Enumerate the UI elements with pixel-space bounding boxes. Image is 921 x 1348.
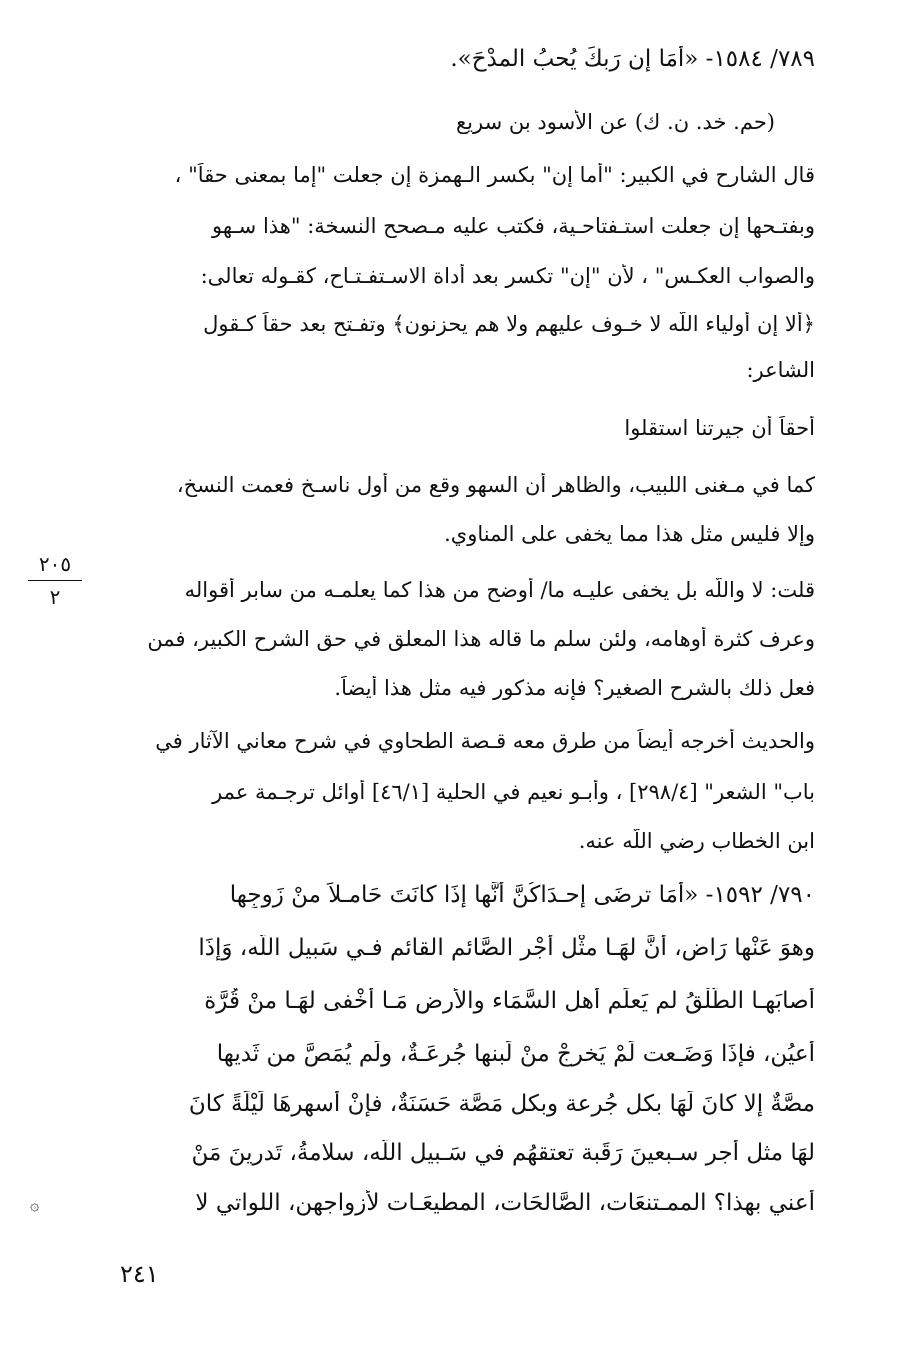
hadith-line: أعيُن، فإِذَا وَضَـعت لَمْ يَخرجْ منْ لَبنها جُرعَـةٌ، ولَم يُمَصَّ من ثَديها <box>216 1041 815 1067</box>
body-line: قلت: لا واللَّه بل يخفى عليـه ما/ أوضح من هذا كما يعلمـه من سابر أقواله <box>184 578 815 602</box>
body-line: وإلا فليس مثل هذا مما يخفى على المناوي. <box>444 522 815 546</box>
hadith-heading: ٧٨٩/ ١٥٨٤- «أَمَا إن رَبكَ يُحبُ المدْحَ». <box>450 46 815 72</box>
verse-line: أحقاً أن جيرتنا استقلوا <box>624 416 815 440</box>
body-line: ﴿ألا إن أولياء اللَّه لا خـوف عليهم ولا هم يحزنون﴾ وتفـتح بعد حقاً كـقول <box>203 312 815 336</box>
source-line: (حم. خد. ن. ك) عن الأسود بن سريع <box>456 110 775 134</box>
page-number: ٢٤١ <box>120 1260 159 1288</box>
hadith-line: لهَا مثل أجرِ سـبعينَ رَقَبة تعتقهُم في سَـبيل اللَّه، سلامةُ، تَدرينَ مَنْ <box>191 1140 815 1166</box>
hadith-line: أعني بهذا؟ الممـتنعَات، الصَّالحَات، المطيعَـات لأزواجهن، اللواتي لا <box>195 1190 815 1216</box>
body-line: كما في مـغنى اللبيب، والظاهر أن السهو وقع من أول ناسـخ فعمت النسخ، <box>176 473 815 497</box>
hadith-line: وهوَ عَنْها رَاض، أنَّ لهَـا مثْل أجْر الصَّائم القائم فـي سَبيل اللَّه، وَإِذَا <box>198 935 815 961</box>
body-line: باب" الشعر" [٢٩٨/٤] ، وأبـو نعيم في الحلية [٤٦/١] أوائل ترجـمة عمر <box>212 780 815 804</box>
body-line: وبفتـحها إن جعلت استـفتاحـية، فكتب عليه مـصحح النسخة: "هذا سـهو <box>212 214 815 238</box>
body-line: الشاعر: <box>746 358 815 382</box>
text-column <box>100 0 815 1250</box>
hadith-line: مصَّةٌ إلا كانَ لَهَا بكل جُرعة وبكل مَصَّة حَسَنَةٌ، فإنْ أسهرهَا لَيْلَةً كانَ <box>188 1091 815 1117</box>
margin-reference <box>28 552 82 609</box>
body-line: قال الشارح في الكبير: "أما إن" بكسر الـهمزة إن جعلت "إما بمعنى حقاً" ، <box>174 163 815 187</box>
body-line: فعل ذلك بالشرح الصغير؟ فإنه مذكور فيه مثل هذا أيضاً. <box>334 676 815 700</box>
margin-ref-part: ٢ <box>49 585 61 609</box>
margin-ref-volume: ٢٠٥ <box>28 552 82 581</box>
body-line: ابن الخطاب رضي اللَّه عنه. <box>578 829 815 853</box>
body-line: وعرف كثرة أوهامه، ولئن سلم ما قاله هذا المعلق في حق الشرح الكبير، فمن <box>147 627 815 651</box>
body-line: والحديث أخرجه أيضاً من طرق معه قـصة الطحاوي في شرح معاني الآثار في <box>155 729 815 753</box>
hadith-heading: ٧٩٠/ ١٥٩٢- «أَمَا ترضَى إحـدَاكُنَّ أنَّها إذَا كانَتَ حَامـلاً منْ زَوجِها <box>229 882 815 908</box>
body-line: والصواب العكـس" ، لأن "إن" تكسر بعد أداة الاسـتفـتـاح، كقـوله تعالى: <box>200 264 815 288</box>
ornament-icon: ۞ <box>30 1195 40 1214</box>
hadith-line: أصابَهـا الطَّلْقُ لم يَعلَم أهل السَّمَاء والأرض مَـا أُخْفى لهَـا منْ قُرَّة <box>204 988 815 1014</box>
